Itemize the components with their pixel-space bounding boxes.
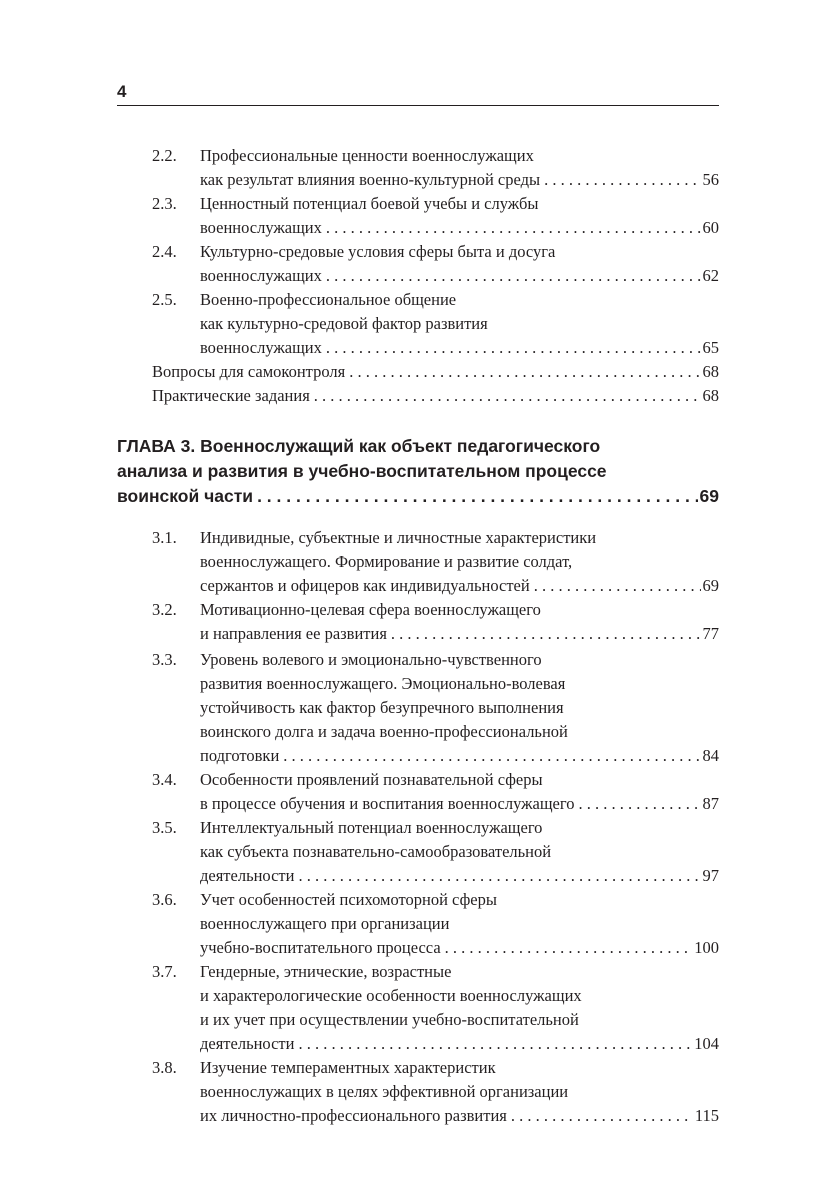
chapter-heading-line: ГЛАВА 3. Военнослужащий как объект педагогического (117, 436, 601, 456)
leader-dots (326, 336, 701, 360)
leader-dots (298, 864, 700, 888)
toc-entry-number: 3.7. (152, 962, 177, 981)
toc-entry-number: 3.4. (152, 770, 177, 789)
toc-entry-last-line[interactable] (200, 864, 719, 888)
toc-entry-page: 77 (702, 624, 719, 643)
toc-entry-line: как субъекта познавательно-самообразовательной (200, 842, 552, 861)
toc-entry-text: Практические задания (152, 386, 310, 405)
leader-dots (578, 792, 700, 816)
toc-entry-last-line[interactable] (200, 1032, 719, 1056)
toc-entry-text: деятельности (200, 1034, 295, 1053)
toc-entry-text: Вопросы для самоконтроля (152, 362, 346, 381)
toc-entry-text: военнослужащих (200, 266, 322, 285)
toc-entry-line: Ценностный потенциал боевой учебы и службы (200, 194, 539, 213)
toc-entry-page: 60 (702, 218, 719, 237)
toc-entry-line: Культурно-средовые условия сферы быта и досуга (200, 242, 556, 261)
toc-entry-page: 84 (702, 746, 719, 765)
toc-entry-page: 100 (694, 938, 719, 957)
toc-entry-text: учебно-воспитательного процесса (200, 938, 441, 957)
toc-entry-last-line[interactable] (200, 264, 719, 288)
toc-entry-line: развития военнослужащего. Эмоционально-волевая (200, 674, 566, 693)
leader-dots (326, 264, 701, 288)
leader-dots (534, 574, 701, 598)
toc-entry-text: и направления ее развития (200, 624, 387, 643)
toc-entry-line: Профессиональные ценности военнослужащих (200, 146, 534, 165)
toc-entry-line: Изучение темпераментных характеристик (200, 1058, 496, 1077)
toc-entry-number: 2.4. (152, 242, 177, 261)
toc-entry-last-line[interactable] (200, 216, 719, 240)
toc-entry-line: Военно-профессиональное общение (200, 290, 457, 309)
toc-entry-line: военнослужащего. Формирование и развитие солдат, (200, 552, 573, 571)
toc-entry-page: 115 (694, 1106, 719, 1125)
leader-dots (445, 936, 693, 960)
toc-entry-text: как результат влияния военно-культурной среды (200, 170, 541, 189)
toc-entry-number: 3.6. (152, 890, 177, 909)
toc-entry-number: 3.2. (152, 600, 177, 619)
toc-entry-number: 3.8. (152, 1058, 177, 1077)
toc-entry-line: и характерологические особенности военнослужащих (200, 986, 582, 1005)
toc-entry-page: 104 (694, 1034, 719, 1053)
toc-entry-line: военнослужащего при организации (200, 914, 450, 933)
toc-entry-text: сержантов и офицеров как индивидуальностей (200, 576, 530, 595)
toc-entry-line: Интеллектуальный потенциал военнослужащего (200, 818, 543, 837)
page-number: 4 (117, 82, 127, 101)
toc-entry-number: 3.1. (152, 528, 177, 547)
leader-dots (349, 360, 700, 384)
toc-extra-self-check[interactable] (152, 360, 719, 384)
toc-entry-last-line[interactable] (200, 622, 719, 646)
toc-entry-page: 68 (702, 386, 719, 405)
toc-entry-line: Особенности проявлений познавательной сферы (200, 770, 543, 789)
chapter-heading-line: анализа и развития в учебно-воспитательном процессе (117, 461, 607, 481)
chapter-text: воинской части (117, 486, 254, 506)
toc-entry-text: военнослужащих (200, 218, 322, 237)
chapter-page: 69 (699, 486, 719, 506)
leader-dots (544, 168, 700, 192)
chapter-heading-last-line[interactable] (117, 484, 719, 509)
toc-entry-page: 56 (702, 170, 719, 189)
toc-extra-practical-tasks[interactable] (152, 384, 719, 408)
toc-entry-line: военнослужащих в целях эффективной организации (200, 1082, 569, 1101)
toc-entry-last-line[interactable] (200, 336, 719, 360)
toc-entry-page: 97 (702, 866, 719, 885)
toc-entry-number: 2.3. (152, 194, 177, 213)
leader-dots (326, 216, 701, 240)
toc-entry-page: 68 (702, 362, 719, 381)
toc-entry-text: подготовки (200, 746, 280, 765)
leader-dots (314, 384, 701, 408)
toc-entry-line: Уровень волевого и эмоционально-чувственного (200, 650, 542, 669)
toc-entry-line: Индивидные, субъектные и личностные характеристики (200, 528, 597, 547)
toc-entry-line: воинского долга и задача военно-профессиональной (200, 722, 568, 741)
toc-entry-line: Гендерные, этнические, возрастные (200, 962, 452, 981)
toc-entry-page: 65 (702, 338, 719, 357)
toc-entry-text: деятельности (200, 866, 295, 885)
header-rule (117, 105, 719, 106)
toc-entry-text: военнослужащих (200, 338, 322, 357)
toc-entry-text: их личностно-профессионального развития (200, 1106, 507, 1125)
leader-dots (391, 622, 701, 646)
toc-entry-line: Мотивационно-целевая сфера военнослужащего (200, 600, 541, 619)
toc-entry-number: 2.2. (152, 146, 177, 165)
toc-entry-page: 62 (702, 266, 719, 285)
leader-dots (511, 1104, 693, 1128)
toc-entry-last-line[interactable] (200, 792, 719, 816)
toc-entry-line: Учет особенностей психомоторной сферы (200, 890, 497, 909)
toc-entry-text: в процессе обучения и воспитания военнослужащего (200, 794, 575, 813)
toc-entry-page: 87 (702, 794, 719, 813)
toc-entry-last-line[interactable] (200, 574, 719, 598)
toc-entry-line: устойчивость как фактор безупречного выполнения (200, 698, 564, 717)
leader-dots (283, 744, 700, 768)
toc-entry-last-line[interactable] (200, 936, 719, 960)
toc-entry-line: и их учет при осуществлении учебно-воспитательной (200, 1010, 579, 1029)
toc-entry-number: 3.5. (152, 818, 177, 837)
toc-entry-page: 69 (702, 576, 719, 595)
leader-dots (298, 1032, 692, 1056)
toc-entry-last-line[interactable] (200, 168, 719, 192)
toc-entry-last-line[interactable] (200, 744, 719, 768)
toc-entry-line: как культурно-средовой фактор развития (200, 314, 488, 333)
leader-dots (257, 484, 697, 509)
toc-entry-number: 3.3. (152, 650, 177, 669)
toc-entry-number: 2.5. (152, 290, 177, 309)
toc-entry-last-line[interactable] (200, 1104, 719, 1128)
